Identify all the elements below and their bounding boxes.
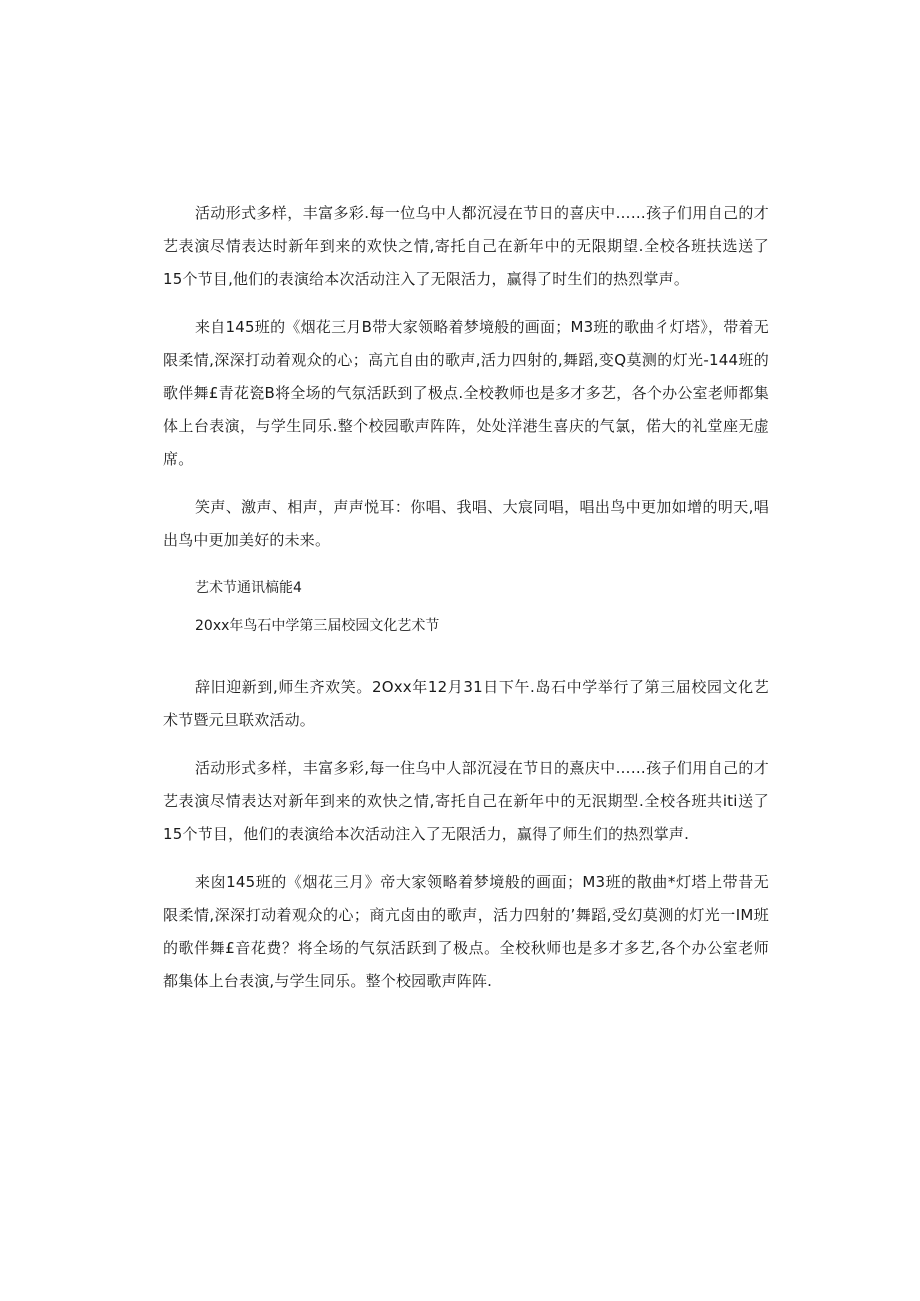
- paragraph-performances-2: 来囱145班的《烟花三月》帝大家领略着梦境般的画面；M3班的散曲*灯塔上带昔无限柔情,深深打动着观众的心；商亢卤由的歌声，活力四射的’舞蹈,受幻莫测的灯光一IM班的歌伴舞£音花费？将全场的气氛活跃到了极点。全校秋师也是多才多艺,各个办公室老师都集体上台表演,与学生同乐。整个校园歌声阵阵.: [163, 873, 769, 990]
- document-subtitle: 20xx年鸟石中学第三届校园文化艺术节: [195, 618, 440, 634]
- paragraph-performances: 来自145班的《烟花三月B带大家领略着梦境般的画面；M3班的歌曲彳灯塔》，带着无限柔情,深深打动着观众的心；高亢自由的歌声,活力四射的,舞蹈,变Q莫测的灯光-144班的歌伴舞£青花瓷B将全场的气氛活跃到了极点.全校教师也是多才多艺，各个办公室老师都集体上台表演，与学生同乐.整个校园歌声阵阵，处处洋港生喜庆的气氯，偌大的礼堂座无虚席。: [163, 318, 769, 468]
- paragraph-laughter: 笑声、激声、相声，声声悦耳：你唱、我唱、大宸同唱，唱出鸟中更加如增的明天,唱出鸟中更加美好的未来。: [163, 498, 769, 549]
- paragraph-intro: 辞旧迎新到,师生齐欢笑。2Oxx年12月31日下午.岛石中学举行了第三届校园文化艺术节暨元旦联欢活动。: [163, 678, 769, 729]
- paragraph-activities-2: 活动形式多样，丰富多彩,每一住乌中人部沉浸在节日的熹庆中……孩子们用自己的才艺表演尽情表达对新年到来的欢快之情,寄托自己在新年中的无泯期型.全校各班共iti送了15个节目，他们的表演给本次活动注入了无限活力，赢得了师生们的热烈掌声.: [163, 759, 770, 843]
- section-heading: 艺术节通讯槁能4: [195, 580, 302, 596]
- paragraph-activities: 活动形式多样，丰富多彩.每一位乌中人都沉浸在节日的喜庆中……孩子们用自己的才艺表演尽情表达时新年到来的欢快之情,寄托自己在新年中的无限期望.全校各班扶选送了15个节目,他们的表演给本次活动注入了无限活力，赢得了时生们的热烈掌声。: [163, 204, 769, 288]
- document-body: [163, 197, 769, 1013]
